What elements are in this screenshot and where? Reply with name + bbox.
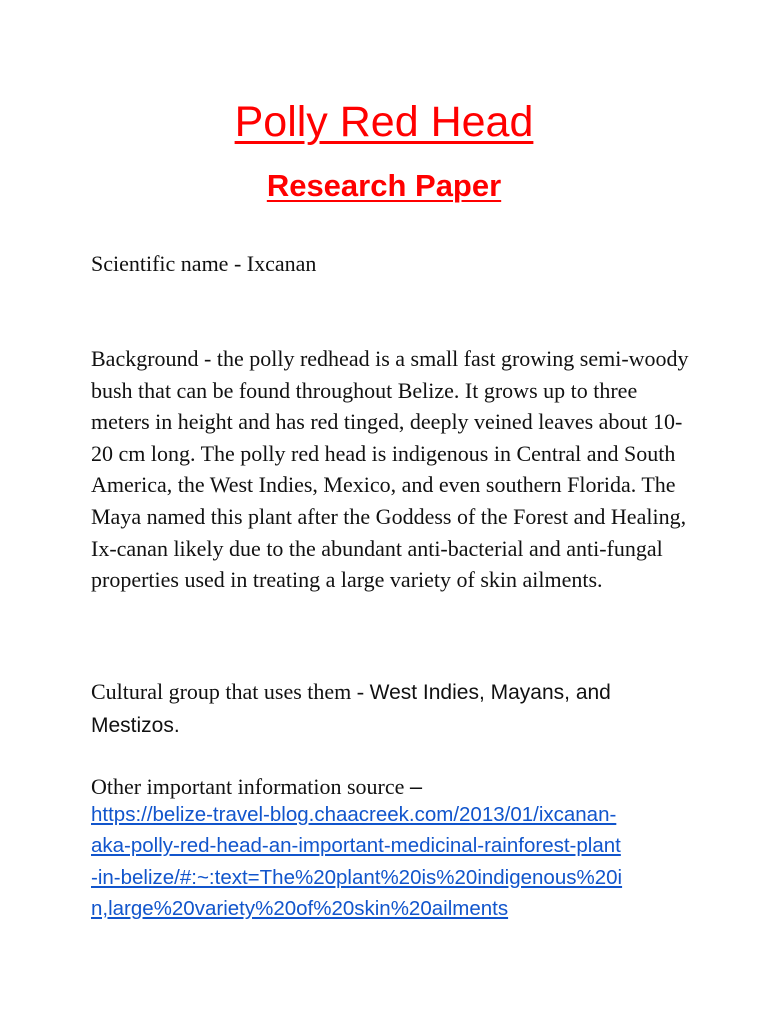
other-source-label: Other important information source [91, 774, 410, 799]
source-link-block [91, 799, 691, 924]
cultural-group-paragraph [91, 676, 691, 742]
source-link[interactable] [91, 799, 691, 924]
source-link-line-2[interactable]: aka-polly-red-head-an-important-medicinal-rainforest-plant [91, 834, 621, 858]
scientific-name-line: Scientific name - Ixcanan [91, 251, 317, 276]
other-source-dash: – [409, 774, 423, 799]
cultural-group-label: Cultural group that uses them - [91, 679, 370, 704]
document-title: Polly Red Head [234, 98, 534, 146]
source-link-line-1[interactable]: https://belize-travel-blog.chaacreek.com/2013/01/ixcanan- [91, 803, 617, 826]
cultural-group-value: West Indies, Mayans, and Mestizos. [91, 681, 611, 737]
background-paragraph: Background - the polly redhead is a small fast growing semi-woody bush that can be found throughout Belize. It grows up to three meters in height and has red tinged, deeply veined leaves about 10-20 cm long. The polly red head is indigenous in Central and South America, the West Indies, Mexico, and even southern Florida. The Maya named this plant after the Goddess of the Forest and Healing, Ix-canan likely due to the abundant anti-bacterial and anti-fungal properties used in treating a large variety of skin ailments. [91, 346, 689, 593]
source-link-line-4[interactable]: n,large%20variety%20of%20skin%20ailments [91, 896, 509, 920]
source-link-line-3[interactable]: -in-belize/#:~:text=The%20plant%20is%20indigenous%20i [91, 865, 623, 889]
document-subtitle: Research Paper [266, 168, 502, 203]
